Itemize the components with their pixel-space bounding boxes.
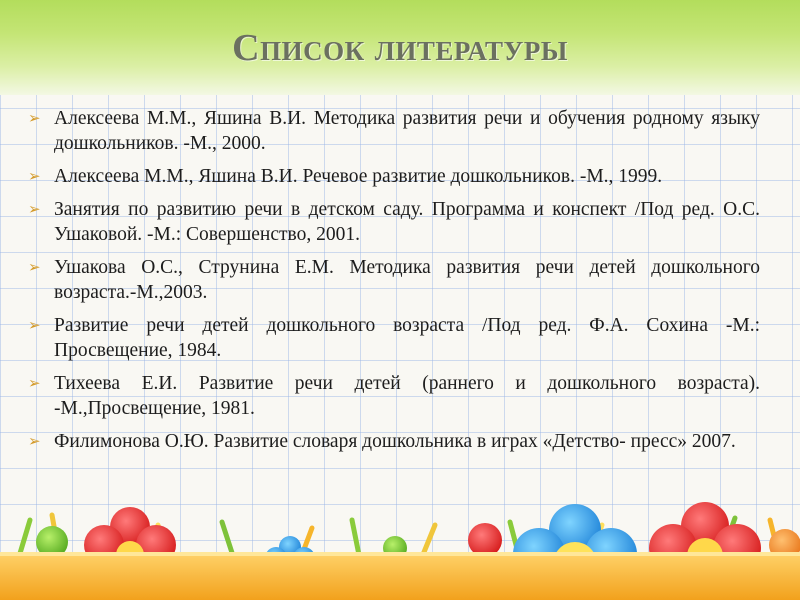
list-item — [28, 197, 760, 247]
reference-text: Тихеева Е.И. Развитие речи детей (раннего и дошкольного возраста). -М.,Просвещение, 1981. — [54, 373, 760, 419]
arrow-bullet-icon: ➢ — [28, 258, 41, 276]
arrow-bullet-icon: ➢ — [28, 432, 41, 450]
list-item — [28, 371, 760, 421]
reference-text: Алексеева М.М., Яшина В.И. Методика развития речи и обучения родному языку дошкольников. -М., 2000. — [54, 108, 760, 154]
list-item — [28, 313, 760, 363]
list-item — [28, 106, 760, 156]
reference-text: Филимонова О.Ю. Развитие словаря дошкольника в играх «Детство- пресс» 2007. — [54, 431, 736, 452]
arrow-bullet-icon: ➢ — [28, 200, 41, 218]
reference-text: Алексеева М.М., Яшина В.И. Речевое развитие дошкольников. -М., 1999. — [54, 166, 663, 187]
reference-text: Занятия по развитию речи в детском саду. Программа и конспект /Под ред. О.С. Ушаковой. -М.: Совершенство, 2001. — [54, 199, 760, 245]
arrow-bullet-icon: ➢ — [28, 374, 41, 392]
arrow-bullet-icon: ➢ — [28, 316, 41, 334]
reference-text: Ушакова О.С., Струнина Е.М. Методика развития речи детей дошкольного возраста.-М.,2003. — [54, 257, 760, 303]
list-item — [28, 164, 760, 189]
arrow-bullet-icon: ➢ — [28, 109, 41, 127]
list-item — [28, 429, 760, 454]
page-title: Список литературы — [232, 27, 568, 69]
list-item — [28, 255, 760, 305]
arrow-bullet-icon: ➢ — [28, 167, 41, 185]
reference-text: Развитие речи детей дошкольного возраста /Под ред. Ф.А. Сохина -М.: Просвещение, 1984. — [54, 315, 760, 361]
bibliography-list — [28, 106, 760, 462]
